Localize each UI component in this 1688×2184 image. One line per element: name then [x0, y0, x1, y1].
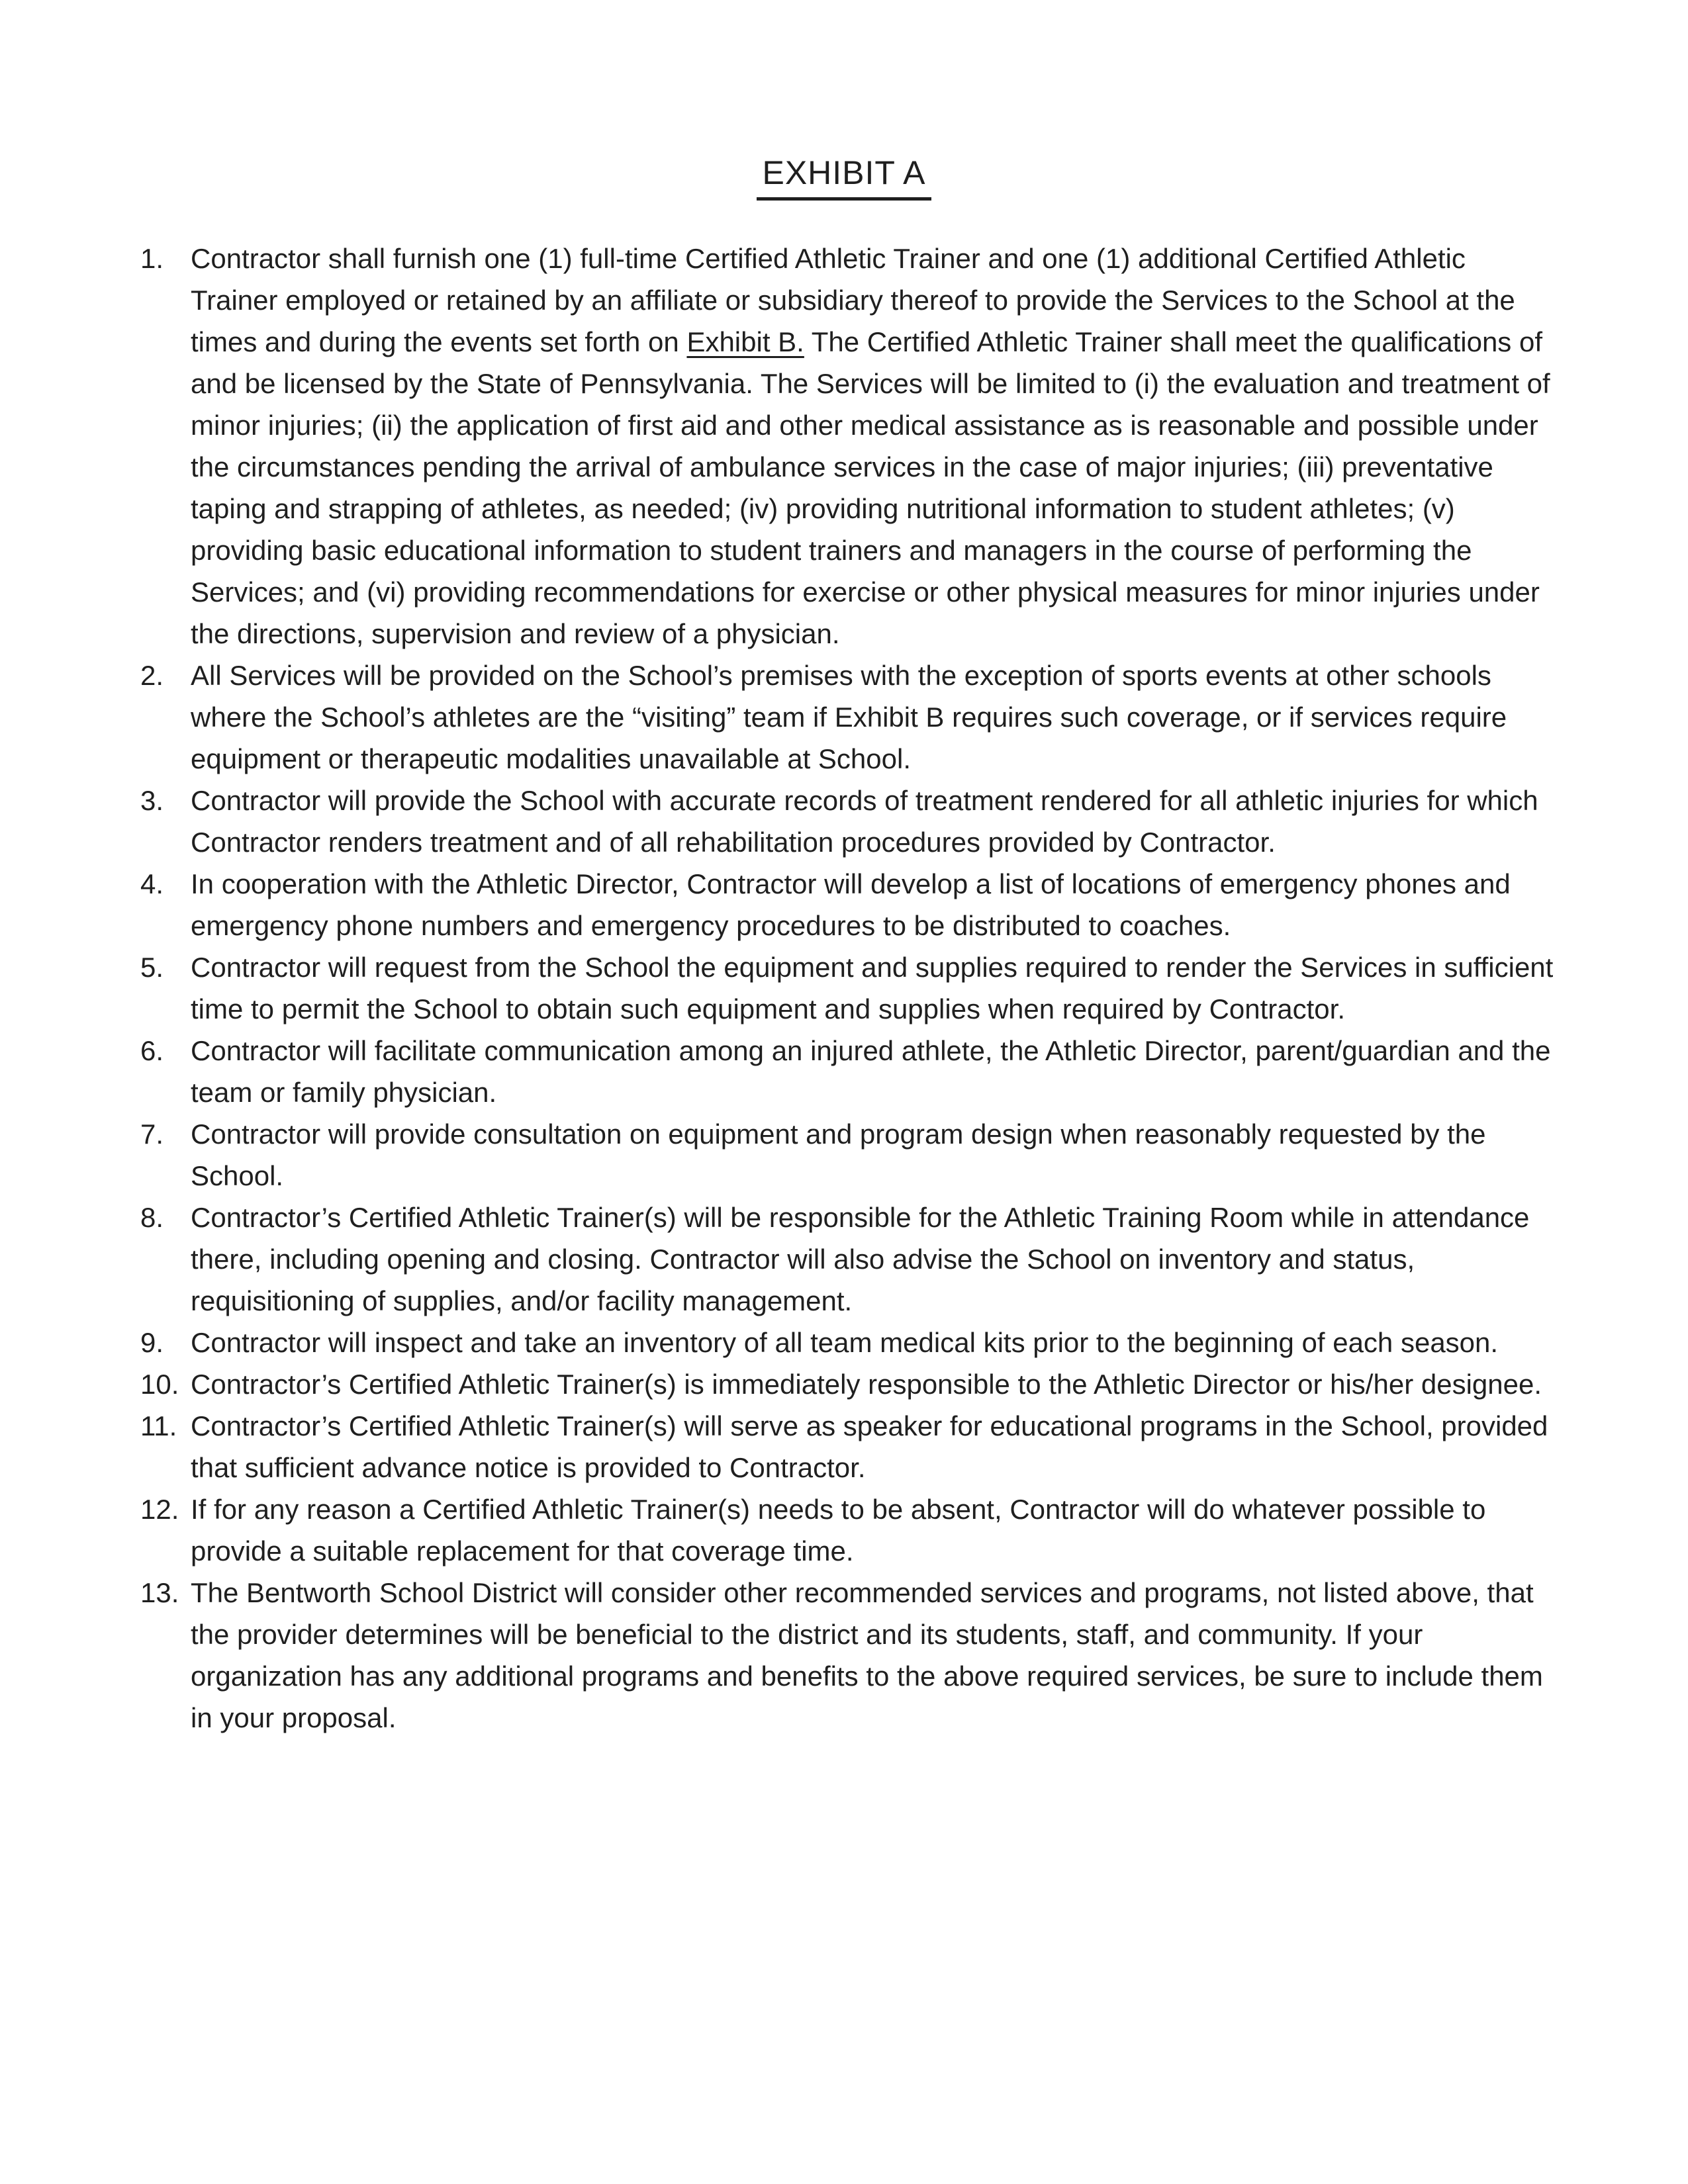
list-item-4: [140, 863, 1556, 946]
page-title-text: EXHIBIT A: [757, 154, 931, 201]
list-item-text: [191, 238, 1556, 655]
list-item-10: [140, 1363, 1556, 1405]
list-item-text: All Services will be provided on the School’s premises with the exception of sports events at other schools where the School’s athletes are the “visiting” team if Exhibit B requires such coverage, or if services require equipment or therapeutic modalities unavailable at School.: [191, 660, 1507, 774]
list-item-number: 6.: [140, 1035, 164, 1066]
list-item-number: 7.: [140, 1118, 164, 1150]
list-item-text: Contractor will provide consultation on equipment and program design when reasonably requested by the School.: [191, 1118, 1486, 1191]
list-item-text: Contractor’s Certified Athletic Trainer(s) is immediately responsible to the Athletic Director or his/her designee.: [191, 1369, 1542, 1400]
list-item-text: Contractor’s Certified Athletic Trainer(s) will be responsible for the Athletic Training Room while in attendance there, including opening and closing. Contractor will also advise the School on inventory and status, requisitioning of supplies, and/or facility management.: [191, 1202, 1530, 1316]
list-item-text: Contractor will provide the School with accurate records of treatment rendered for all athletic injuries for which Contractor renders treatment and of all rehabilitation procedures provided by Contractor.: [191, 785, 1538, 858]
list-item-text: Contractor will facilitate communication among an injured athlete, the Athletic Director, parent/guardian and the team or family physician.: [191, 1035, 1551, 1108]
list-item-number: 8.: [140, 1202, 164, 1233]
list-item-8: [140, 1197, 1556, 1322]
list-item-number: 9.: [140, 1327, 164, 1358]
list-item-number: 12.: [140, 1494, 179, 1525]
list-item-7: [140, 1113, 1556, 1197]
list-item-text: Contractor will inspect and take an inventory of all team medical kits prior to the beginning of each season.: [191, 1327, 1499, 1358]
list-item-number: 1.: [140, 243, 164, 274]
page-title: [0, 154, 1688, 201]
list-item-number: 2.: [140, 660, 164, 691]
list-item-number: 4.: [140, 868, 164, 899]
list-item-number: 13.: [140, 1577, 179, 1608]
list-item-2: [140, 655, 1556, 780]
list-item-5: [140, 946, 1556, 1030]
list-item-text: If for any reason a Certified Athletic Trainer(s) needs to be absent, Contractor will do whatever possible to provide a suitable replacement for that coverage time.: [191, 1494, 1486, 1567]
list-item-11: [140, 1405, 1556, 1488]
list-item-number: 10.: [140, 1369, 179, 1400]
list-item-1: [140, 238, 1556, 655]
list-item-number: 5.: [140, 952, 164, 983]
list-item-text: In cooperation with the Athletic Director, Contractor will develop a list of locations of emergency phones and emergency phone numbers and emergency procedures to be distributed to coaches.: [191, 868, 1511, 941]
exhibit-b-reference: Exhibit B.: [686, 326, 804, 357]
item-1-text-after: The Certified Athletic Trainer shall meet the qualifications of and be licensed by the State of Pennsylvania. The Services will be limited to (i) the evaluation and treatment of minor injuries; (ii) the application of first aid and other medical assistance as is reasonable and possible under the circumstances pending the arrival of ambulance services in the case of major injuries; (iii) preventative taping and strapping of athletes, as needed; (iv) providing nutritional information to student athletes; (v) providing basic educational information to student trainers and managers in the course of performing the Services; and (vi) providing recommendations for exercise or other physical measures for minor injuries under the directions, supervision and review of a physician.: [191, 326, 1550, 649]
list-item-number: 11.: [140, 1410, 177, 1441]
list-item-text: Contractor’s Certified Athletic Trainer(s) will serve as speaker for educational programs in the School, provided that sufficient advance notice is provided to Contractor.: [191, 1410, 1548, 1483]
list-item-6: [140, 1030, 1556, 1113]
item-1-text-before: Contractor shall furnish one (1) full-time Certified Athletic Trainer and one (1) additional Certified Athletic Trainer employed or retained by an affiliate or subsidiary thereof to provide the Services to the School at the times and during the events set forth on: [191, 243, 1515, 357]
list-item-number: 3.: [140, 785, 164, 816]
list-item-text: Contractor will request from the School the equipment and supplies required to render the Services in sufficient time to permit the School to obtain such equipment and supplies when required by Contractor.: [191, 952, 1554, 1024]
list-item-text: The Bentworth School District will consider other recommended services and programs, not listed above, that the provider determines will be beneficial to the district and its students, staff, and community. If your organization has any additional programs and benefits to the above required services, be sure to include them in your proposal.: [191, 1577, 1543, 1733]
list-item-12: [140, 1488, 1556, 1572]
list-item-3: [140, 780, 1556, 863]
numbered-list: [140, 238, 1556, 1739]
list-item-13: [140, 1572, 1556, 1739]
list-item-9: [140, 1322, 1556, 1363]
